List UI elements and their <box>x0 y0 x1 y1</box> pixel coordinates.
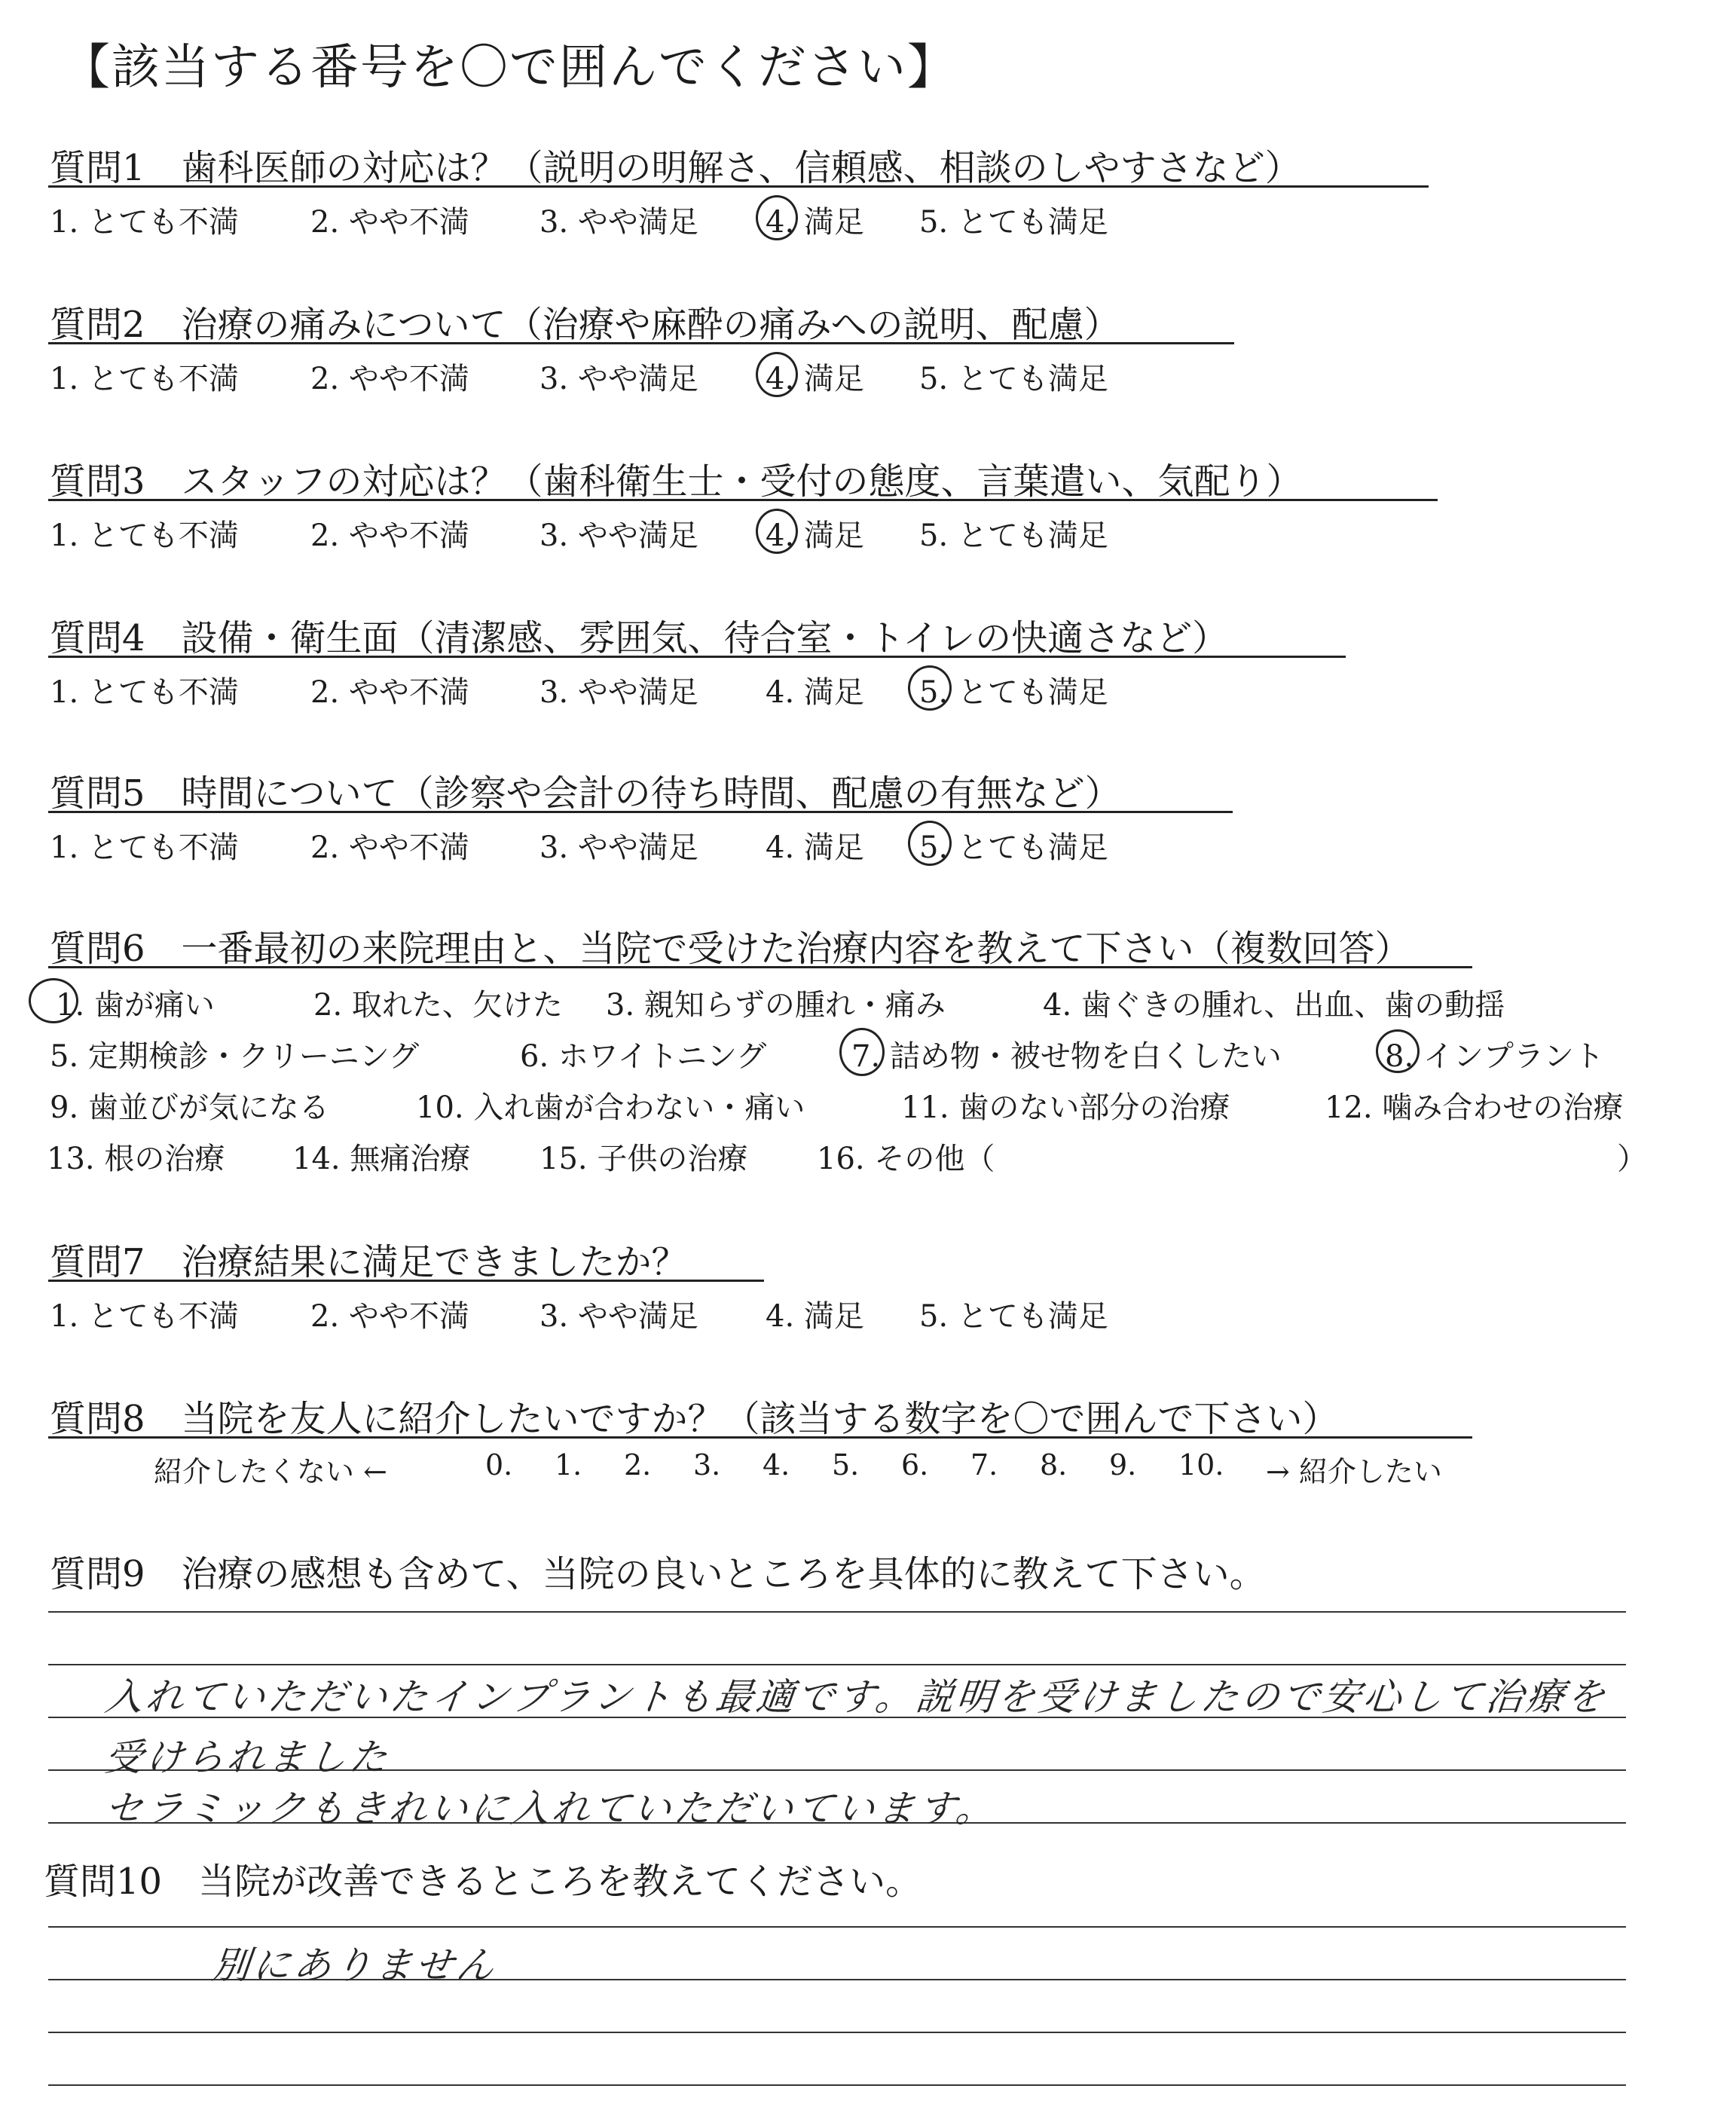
q8-option-6[interactable]: 6. <box>901 1448 929 1482</box>
question-4-label: 質問4 設備・衛生面（清潔感、雰囲気、待合室・トイレの快適さなど） <box>50 617 1229 659</box>
q8-option-7[interactable]: 7. <box>970 1448 998 1482</box>
q6-option-15[interactable]: 15. 子供の治療 <box>539 1142 748 1176</box>
q4-option-1[interactable]: 1. とても不満 <box>50 675 239 710</box>
question-4-underline <box>48 656 1346 658</box>
q3-option-1[interactable]: 1. とても不満 <box>50 518 239 553</box>
question-7-underline <box>48 1280 764 1282</box>
q8-option-10[interactable]: 10. <box>1178 1448 1224 1482</box>
question-1-label: 質問1 歯科医師の対応は？（説明の明解さ、信頼感、相談のしやすさなど） <box>50 147 1301 189</box>
q5-option-4[interactable]: 4. 満足 <box>766 830 864 865</box>
question-9-label: 質問9 治療の感想も含めて、当院の良いところを具体的に教えて下さい。 <box>50 1553 1266 1595</box>
q7-option-3[interactable]: 3. やや満足 <box>539 1299 698 1334</box>
question-6-underline <box>48 966 1472 968</box>
question-8-underline <box>48 1436 1472 1439</box>
q5-option-2[interactable]: 2. やや不満 <box>310 830 469 865</box>
q10-handwritten-answer: 別にありません <box>209 1943 500 1987</box>
q6-option-14[interactable]: 14. 無痛治療 <box>292 1142 471 1176</box>
q1-selection-circle <box>756 195 798 240</box>
question-2-underline <box>48 342 1234 344</box>
q8-option-8[interactable]: 8. <box>1040 1448 1068 1482</box>
q9-handwritten-line-3: セラミックもきれいに入れていただいています。 <box>102 1787 999 1830</box>
q3-option-5[interactable]: 5. とても満足 <box>919 518 1108 553</box>
question-1-underline <box>48 185 1429 188</box>
q6-option-9[interactable]: 9. 歯並びが気になる <box>50 1090 329 1125</box>
q2-option-4[interactable]: 4. 満足 <box>766 362 864 396</box>
q9-handwritten-line-2: 受けられました <box>102 1735 393 1779</box>
q8-option-9[interactable]: 9. <box>1109 1448 1137 1482</box>
q6-option-13[interactable]: 13. 根の治療 <box>47 1142 225 1176</box>
question-2-label: 質問2 治療の痛みについて（治療や麻酔の痛みへの説明、配慮） <box>50 304 1120 346</box>
answer-line <box>48 2084 1626 2086</box>
q3-option-2[interactable]: 2. やや不満 <box>310 518 469 553</box>
q2-option-2[interactable]: 2. やや不満 <box>310 362 469 396</box>
q2-selection-circle <box>756 352 798 397</box>
q3-selection-circle <box>756 509 798 554</box>
question-3-label: 質問3 スタッフの対応は？（歯科衛生士・受付の態度、言葉遣い、気配り） <box>50 460 1303 503</box>
answer-line <box>48 1926 1626 1928</box>
q4-option-2[interactable]: 2. やや不満 <box>310 675 469 710</box>
q4-option-5[interactable]: 5. とても満足 <box>919 675 1108 710</box>
q4-option-3[interactable]: 3. やや満足 <box>539 675 698 710</box>
q8-option-4[interactable]: 4. <box>763 1448 790 1482</box>
q2-option-5[interactable]: 5. とても満足 <box>919 362 1108 396</box>
q8-option-5[interactable]: 5. <box>832 1448 860 1482</box>
q6-option-3[interactable]: 3. 親知らずの腫れ・痛み <box>606 988 946 1023</box>
q6-option-16[interactable]: 16. その他（ <box>817 1142 995 1176</box>
q8-option-3[interactable]: 3. <box>693 1448 721 1482</box>
question-10-label: 質問10 当院が改善できるところを教えてください。 <box>44 1861 922 1903</box>
q7-option-1[interactable]: 1. とても不満 <box>50 1299 239 1334</box>
q2-option-1[interactable]: 1. とても不満 <box>50 362 239 396</box>
q8-option-2[interactable]: 2. <box>624 1448 652 1482</box>
q6-selection-circle-7 <box>839 1028 885 1076</box>
q1-option-1[interactable]: 1. とても不満 <box>50 205 239 240</box>
q1-option-3[interactable]: 3. やや満足 <box>539 205 698 240</box>
q5-option-3[interactable]: 3. やや満足 <box>539 830 698 865</box>
question-3-underline <box>48 499 1438 501</box>
answer-line <box>48 1664 1626 1665</box>
answer-line <box>48 2032 1626 2033</box>
q5-option-5[interactable]: 5. とても満足 <box>919 830 1108 865</box>
q3-option-3[interactable]: 3. やや満足 <box>539 518 698 553</box>
q6-option-11[interactable]: 11. 歯のない部分の治療 <box>901 1090 1230 1125</box>
q9-handwritten-line-1: 入れていただいたインプラントも最適です。説明を受けましたので安心して治療を <box>102 1675 1610 1719</box>
q6-option-4[interactable]: 4. 歯ぐきの腫れ、出血、歯の動揺 <box>1043 988 1505 1023</box>
q6-option-10[interactable]: 10. 入れ歯が合わない・痛い <box>416 1090 805 1125</box>
q5-selection-circle <box>908 821 952 866</box>
q1-option-4[interactable]: 4. 満足 <box>766 205 864 240</box>
q7-option-5[interactable]: 5. とても満足 <box>919 1299 1108 1334</box>
q4-option-4[interactable]: 4. 満足 <box>766 675 864 710</box>
question-5-underline <box>48 811 1233 813</box>
question-8-label: 質問8 当院を友人に紹介したいですか？（該当する数字を〇で囲んで下さい） <box>50 1398 1339 1440</box>
q6-option-8[interactable]: 8. インプラント <box>1385 1039 1604 1074</box>
q6-selection-circle-1 <box>29 978 78 1023</box>
q3-option-4[interactable]: 4. 満足 <box>766 518 864 553</box>
q8-left-label: 紹介したくない ← <box>154 1455 387 1488</box>
q6-selection-circle-8 <box>1376 1029 1420 1073</box>
q6-option-5[interactable]: 5. 定期検診・クリーニング <box>50 1039 420 1074</box>
q6-option-7[interactable]: 7. 詰め物・被せ物を白くしたい <box>851 1039 1282 1074</box>
question-6-label: 質問6 一番最初の来院理由と、当院で受けた治療内容を教えて下さい（複数回答） <box>50 928 1411 970</box>
question-5-label: 質問5 時間について（診察や会計の待ち時間、配慮の有無など） <box>50 772 1121 815</box>
q7-option-2[interactable]: 2. やや不満 <box>310 1299 469 1334</box>
q6-other-close-paren: ） <box>1617 1142 1647 1176</box>
q7-option-4[interactable]: 4. 満足 <box>766 1299 864 1334</box>
q8-right-label: → 紹介したい <box>1266 1455 1442 1488</box>
q6-option-2[interactable]: 2. 取れた、欠けた <box>313 988 563 1023</box>
q1-option-2[interactable]: 2. やや不満 <box>310 205 469 240</box>
q6-option-6[interactable]: 6. ホワイトニング <box>520 1039 767 1074</box>
q6-option-1[interactable]: 1. 歯が痛い <box>56 988 215 1023</box>
q4-selection-circle <box>908 665 952 711</box>
page-title: 【該当する番号を〇で囲んでください】 <box>62 40 957 96</box>
question-7-label: 質問7 治療結果に満足できましたか？ <box>50 1241 688 1283</box>
q6-option-12[interactable]: 12. 噛み合わせの治療 <box>1325 1090 1624 1125</box>
q8-option-1[interactable]: 1. <box>555 1448 582 1482</box>
q8-option-0[interactable]: 0. <box>485 1448 513 1482</box>
answer-line <box>48 1611 1626 1613</box>
q2-option-3[interactable]: 3. やや満足 <box>539 362 698 396</box>
q1-option-5[interactable]: 5. とても満足 <box>919 205 1108 240</box>
q5-option-1[interactable]: 1. とても不満 <box>50 830 239 865</box>
